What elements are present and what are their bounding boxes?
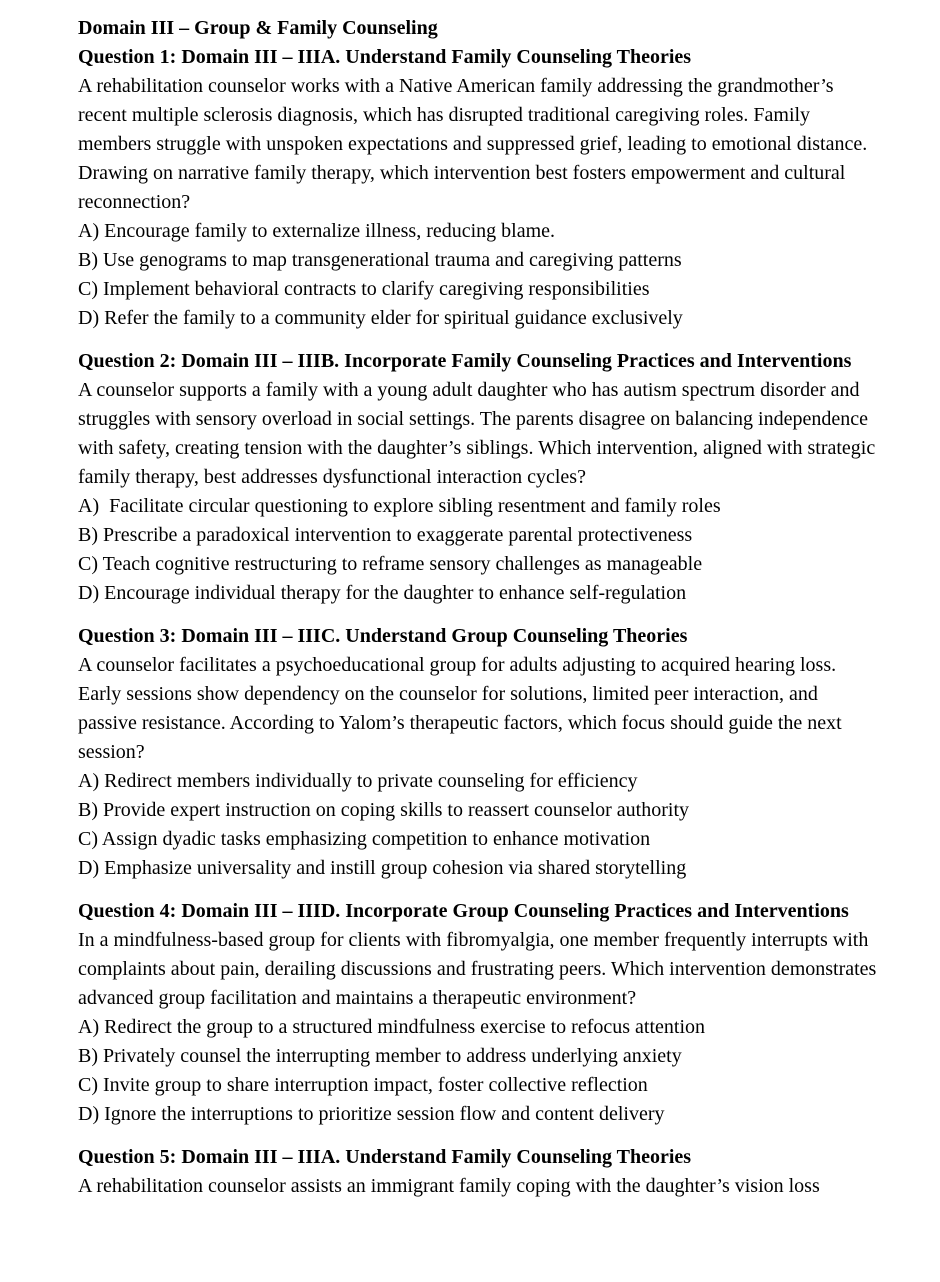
question-block	[78, 1143, 880, 1201]
option-1-a[interactable]: A) Encourage family to externalize illness, reducing blame.	[78, 220, 556, 242]
question-heading-3: Question 3: Domain III – IIIC. Understand Group Counseling Theories	[78, 625, 688, 647]
question-block	[78, 897, 880, 1129]
question-stem-3: A counselor facilitates a psychoeducational group for adults adjusting to acquired hearing loss. Early sessions show dependency on the counselor for solutions, limited peer interaction, and passive resistance. According to Yalom’s therapeutic factors, which focus should guide the next session?	[78, 654, 847, 763]
option-4-c[interactable]: C) Invite group to share interruption impact, foster collective reflection	[78, 1074, 648, 1096]
option-3-a[interactable]: A) Redirect members individually to private counseling for efficiency	[78, 770, 638, 792]
question-block	[78, 14, 880, 333]
document-body	[78, 14, 880, 1201]
domain-heading: Domain III – Group & Family Counseling	[78, 17, 438, 39]
option-2-c[interactable]: C) Teach cognitive restructuring to reframe sensory challenges as manageable	[78, 553, 703, 575]
question-heading-1: Question 1: Domain III – IIIA. Understand Family Counseling Theories	[78, 46, 692, 68]
question-stem-4: In a mindfulness-based group for clients with fibromyalgia, one member frequently interrupts with complaints about pain, derailing discussions and frustrating peers. Which intervention demonstrates advanced group facilitation and maintains a therapeutic environment?	[78, 929, 882, 1009]
question-block	[78, 622, 880, 883]
option-3-d[interactable]: D) Emphasize universality and instill group cohesion via shared storytelling	[78, 857, 687, 879]
question-stem-1: A rehabilitation counselor works with a Native American family addressing the grandmother’s recent multiple sclerosis diagnosis, which has disrupted traditional caregiving roles. Family members struggle with unspoken expectations and suppressed grief, leading to emotional distance. Drawing on narrative family therapy, which intervention best fosters empowerment and cultural reconnection?	[78, 75, 873, 213]
question-heading-2: Question 2: Domain III – IIIB. Incorporate Family Counseling Practices and Interventions	[78, 350, 852, 372]
option-4-d[interactable]: D) Ignore the interruptions to prioritize session flow and content delivery	[78, 1103, 665, 1125]
question-heading-4: Question 4: Domain III – IIID. Incorporate Group Counseling Practices and Interventions	[78, 900, 849, 922]
question-stem-2: A counselor supports a family with a young adult daughter who has autism spectrum disorder and struggles with sensory overload in social settings. The parents disagree on balancing independence with safety, creating tension with the daughter’s siblings. Which intervention, aligned with strategic family therapy, best addresses dysfunctional interaction cycles?	[78, 379, 881, 488]
option-2-a[interactable]: A) Facilitate circular questioning to explore sibling resentment and family roles	[78, 495, 721, 517]
option-2-b[interactable]: B) Prescribe a paradoxical intervention to exaggerate parental protectiveness	[78, 524, 693, 546]
option-3-b[interactable]: B) Provide expert instruction on coping skills to reassert counselor authority	[78, 799, 689, 821]
option-1-b[interactable]: B) Use genograms to map transgenerational trauma and caregiving patterns	[78, 249, 682, 271]
option-2-d[interactable]: D) Encourage individual therapy for the daughter to enhance self-regulation	[78, 582, 687, 604]
question-heading-5: Question 5: Domain III – IIIA. Understand Family Counseling Theories	[78, 1146, 692, 1168]
option-1-c[interactable]: C) Implement behavioral contracts to clarify caregiving responsibilities	[78, 278, 650, 300]
option-4-b[interactable]: B) Privately counsel the interrupting member to address underlying anxiety	[78, 1045, 682, 1067]
question-block	[78, 347, 880, 608]
option-4-a[interactable]: A) Redirect the group to a structured mindfulness exercise to refocus attention	[78, 1016, 706, 1038]
option-1-d[interactable]: D) Refer the family to a community elder for spiritual guidance exclusively	[78, 307, 683, 329]
question-stem-5: A rehabilitation counselor assists an immigrant family coping with the daughter’s vision loss	[78, 1175, 820, 1197]
option-3-c[interactable]: C) Assign dyadic tasks emphasizing competition to enhance motivation	[78, 828, 651, 850]
